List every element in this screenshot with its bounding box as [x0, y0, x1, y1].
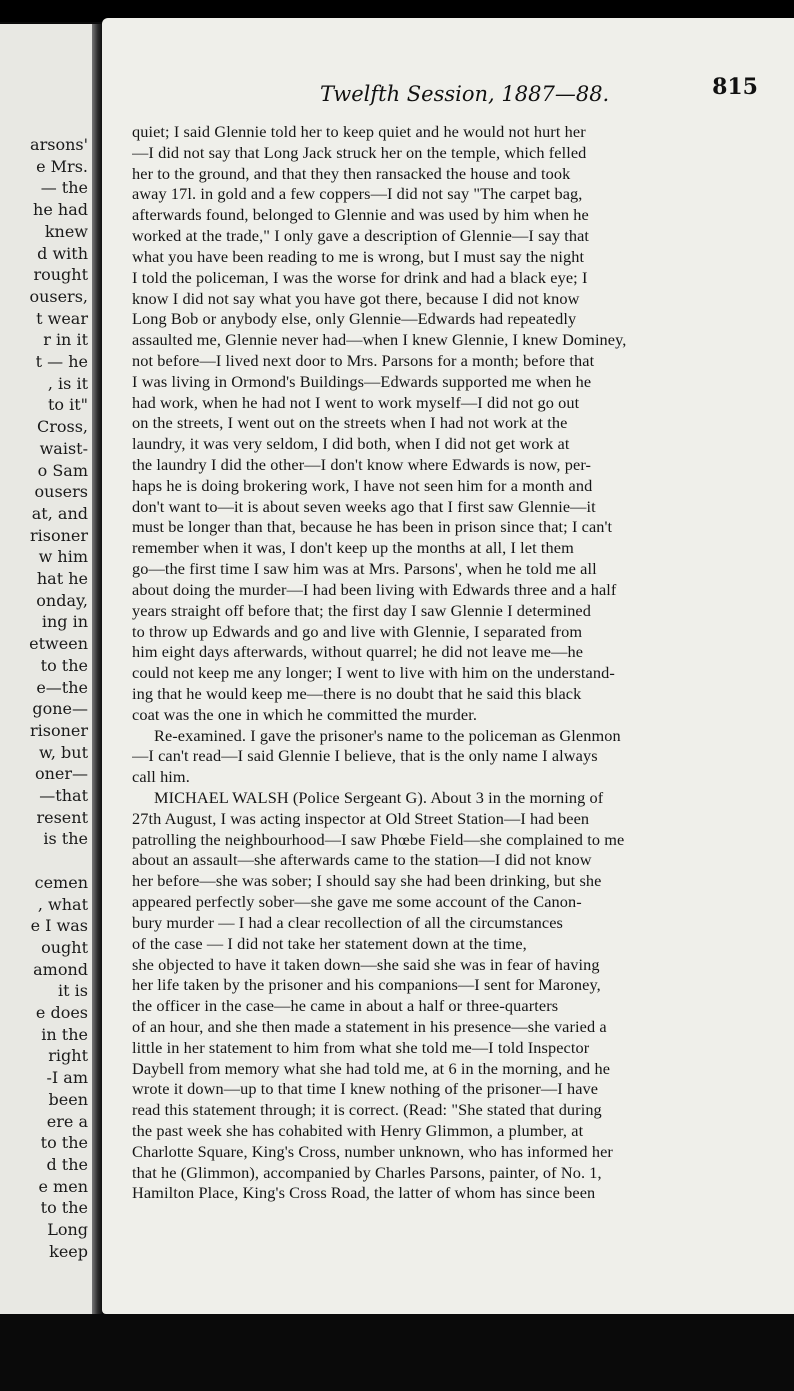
text-line: wrote it down—up to that time I knew nothing of the prisoner—I have: [132, 1079, 599, 1099]
left-page-fragment: risoner: [29, 525, 88, 545]
text-line: Charlotte Square, King's Cross, number unknown, who has informed her: [132, 1141, 613, 1161]
text-line: little in her statement to him from what she told me—I told Inspector: [132, 1037, 590, 1057]
left-page-fragment: ought: [41, 937, 88, 957]
left-page-fragment: e—the: [36, 677, 88, 697]
text-line: Daybell from memory what she had told me, at 6 in the morning, and he: [132, 1058, 611, 1078]
text-line: Re-examined. I gave the prisoner's name to the policeman as Glenmon: [154, 725, 621, 745]
text-line: her to the ground, and that they then ransacked the house and took: [132, 163, 571, 183]
left-page-fragment: e I was: [30, 916, 88, 936]
text-line: the laundry I did the other—I don't know where Edwards is now, per-: [132, 455, 592, 474]
text-line: what you have been reading to me is wrong, but I must say the night: [132, 246, 585, 266]
left-page-fragment: he had: [33, 200, 88, 220]
text-line: go—the first time I saw him was at Mrs. Parsons', when he told me all: [132, 559, 597, 579]
text-line: the officer in the case—he came in about a half or three-quarters: [132, 996, 559, 1016]
left-page: [0, 24, 92, 1314]
left-page-fragment: rought: [33, 265, 88, 285]
left-page-fragment: in the: [41, 1024, 88, 1044]
body-text: [132, 122, 757, 1204]
running-head: Twelfth Session, 1887—88.: [320, 82, 610, 106]
left-page-fragment: arsons': [30, 135, 88, 154]
text-line: laundry, it was very seldom, I did both, when I did not get work at: [132, 434, 570, 454]
text-line: on the streets, I went out on the streets when I had not work at the: [132, 413, 568, 433]
left-page-fragment: o Sam: [37, 460, 88, 480]
text-line: about an assault—she afterwards came to the station—I did not know: [132, 850, 592, 870]
text-line: haps he is doing brokering work, I have not seen him for a month and: [132, 475, 593, 495]
left-page-fragment: d with: [37, 243, 88, 263]
left-page-fragment: gone—: [32, 699, 88, 719]
text-line: MICHAEL WALSH (Police Sergeant G). About 3 in the morning of: [154, 788, 604, 807]
left-page-fragment: ousers,: [29, 286, 88, 306]
text-line: appeared perfectly sober—she gave me some account of the Canon-: [132, 892, 582, 912]
book-gutter: [92, 24, 102, 1314]
left-page-fragment: w, but: [39, 742, 88, 762]
left-page-fragment: e men: [38, 1176, 88, 1196]
left-page-fragment: resent: [36, 807, 88, 827]
left-page-fragment: waist-: [39, 438, 88, 458]
left-page-fragment: ere a: [46, 1111, 88, 1131]
left-page-fragment: to it": [47, 395, 88, 415]
left-page-fragment: -I am: [46, 1068, 88, 1088]
text-line: I was living in Ormond's Buildings—Edwards supported me when he: [132, 371, 592, 391]
text-line: she objected to have it taken down—she said she was in fear of having: [132, 954, 600, 974]
left-page-fragment: to the: [40, 1133, 88, 1153]
text-line: don't want to—it is about seven weeks ago that I first saw Glennie—it: [132, 496, 596, 516]
text-line: about doing the murder—I had been living with Edwards three and a half: [132, 579, 617, 599]
left-page-fragment: , is it: [47, 373, 88, 393]
right-page: [102, 18, 794, 1314]
text-line: her before—she was sober; I should say she had been drinking, but she: [132, 871, 602, 891]
left-page-fragment: oner—: [34, 764, 88, 784]
left-page-fragment: Cross,: [36, 417, 88, 437]
text-line: worked at the trade," I only gave a description of Glennie—I say that: [132, 226, 590, 246]
text-line: the past week she has cohabited with Henry Glimmon, a plumber, at: [132, 1121, 584, 1140]
text-line: to throw up Edwards and go and live with Glennie, I separated from: [132, 621, 583, 641]
scan-border-bottom: [0, 1314, 794, 1391]
text-line: her life taken by the prisoner and his companions—I sent for Maroney,: [132, 975, 601, 995]
text-line: of an hour, and she then made a statement in his presence—she varied a: [132, 1016, 607, 1036]
text-line: I told the policeman, I was the worse for drink and had a black eye; I: [132, 267, 588, 287]
text-line: had work, when he had not I went to work myself—I did not go out: [132, 392, 580, 412]
left-page-fragment: hat he: [36, 569, 88, 588]
left-page-fragment: d the: [46, 1154, 88, 1174]
text-line: ing that he would keep me—there is no doubt that he said this black: [132, 683, 582, 703]
text-line: him eight days afterwards, without quarrel; he did not leave me—he: [132, 642, 584, 662]
left-page-fragment: it is: [58, 981, 88, 1001]
text-line: 27th August, I was acting inspector at Old Street Station—I had been: [132, 808, 590, 828]
left-page-fragment: —that: [39, 786, 88, 805]
text-line: Hamilton Place, King's Cross Road, the latter of whom has since been: [132, 1183, 596, 1203]
text-line: quiet; I said Glennie told her to keep quiet and he would not hurt her: [132, 122, 586, 141]
text-line: of the case — I did not take her statement down at the time,: [132, 933, 527, 953]
text-line: —I did not say that Long Jack struck her on the temple, which felled: [132, 142, 587, 162]
text-line: years straight off before that; the first day I saw Glennie I determined: [132, 600, 591, 620]
text-line: coat was the one in which he committed the murder.: [132, 704, 477, 724]
text-line: remember when it was, I don't keep up the months at all, I let them: [132, 538, 574, 558]
left-page-fragment: cemen: [34, 872, 88, 892]
left-page-fragment: to the: [40, 655, 88, 675]
left-page-fragment: etween: [29, 634, 88, 654]
text-line: that he (Glimmon), accompanied by Charles Parsons, painter, of No. 1,: [132, 1162, 602, 1182]
left-page-fragment: amond: [33, 959, 88, 979]
text-line: not before—I lived next door to Mrs. Parsons for a month; before that: [132, 350, 595, 370]
left-page-fragment: onday,: [36, 590, 88, 610]
text-line: call him.: [132, 767, 190, 787]
text-line: afterwards found, belonged to Glennie and was used by him when he: [132, 205, 589, 225]
left-page-fragment: at, and: [31, 503, 88, 523]
text-line: assaulted me, Glennie never had—when I knew Glennie, I knew Dominey,: [132, 330, 627, 350]
text-line: could not keep me any longer; I went to live with him on the understand-: [132, 663, 615, 683]
text-line: know I did not say what you have got there, because I did not know: [132, 288, 580, 308]
page-number: 815: [712, 74, 758, 100]
left-page-fragment: r in it: [43, 330, 88, 350]
left-page-fragment: been: [48, 1089, 88, 1109]
left-page-fragment: t — he: [35, 352, 88, 371]
left-page-fragment: e Mrs.: [36, 156, 88, 176]
left-page-fragment: knew: [44, 221, 88, 241]
text-line: bury murder — I had a clear recollection of all the circumstances: [132, 912, 563, 932]
left-page-fragment: right: [48, 1046, 88, 1066]
left-page-fragment: keep: [49, 1241, 88, 1261]
left-page-fragment: is the: [43, 829, 88, 849]
left-page-fragment: risoner: [29, 720, 88, 740]
left-page-fragment: ousers: [34, 482, 88, 502]
left-page-fragment: e does: [35, 1003, 88, 1022]
left-page-fragment: to the: [40, 1198, 88, 1218]
text-line: read this statement through; it is correct. (Read: "She stated that during: [132, 1100, 602, 1120]
left-page-fragment: w him: [38, 547, 88, 567]
text-line: patrolling the neighbourhood—I saw Phœbe Field—she complained to me: [132, 829, 625, 849]
text-line: —I can't read—I said Glennie I believe, that is the only name I always: [132, 746, 598, 766]
left-page-fragment: ing in: [41, 612, 88, 632]
left-page-fragment: , what: [37, 894, 88, 914]
left-page-fragment: Long: [47, 1220, 88, 1239]
text-line: Long Bob or anybody else, only Glennie—Edwards had repeatedly: [132, 309, 577, 329]
text-line: away 17l. in gold and a few coppers—I did not say "The carpet bag,: [132, 184, 583, 204]
text-line: must be longer than that, because he has been in prison since that; I can't: [132, 517, 613, 537]
left-page-fragment: t wear: [36, 308, 88, 328]
left-page-fragment: — the: [40, 178, 88, 198]
